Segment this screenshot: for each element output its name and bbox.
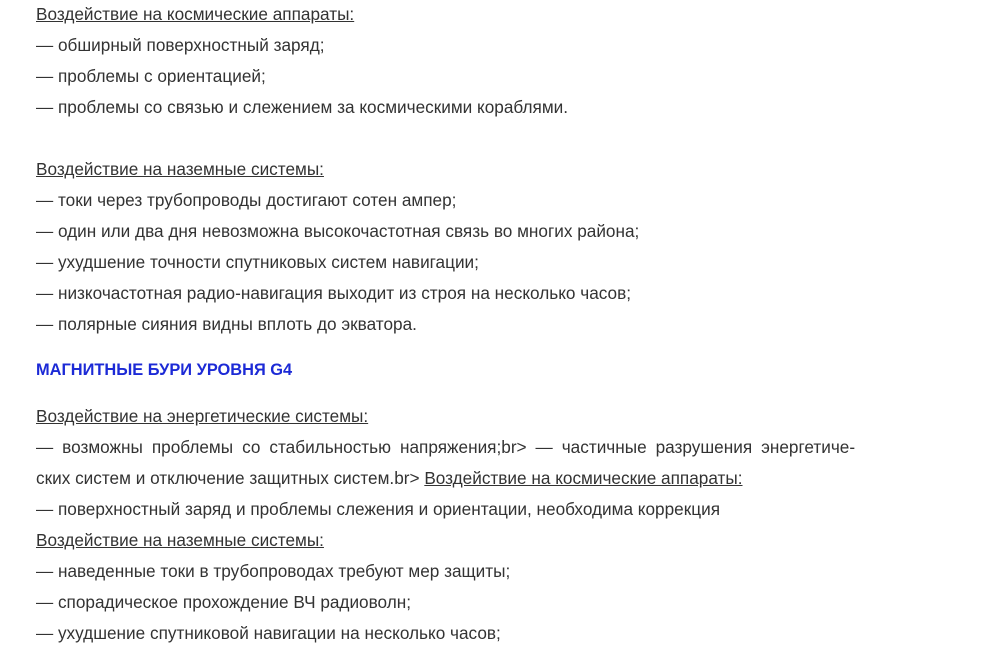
article-content <box>36 0 956 649</box>
section-title-energy-systems: Воздействие на энергетические системы: <box>36 406 369 426</box>
paragraph-line <box>36 463 956 494</box>
spacer <box>36 340 956 355</box>
list-item: — обширный поверхностный заряд; <box>36 35 325 55</box>
paragraph-line <box>36 432 956 463</box>
list-item: — проблемы с ориентацией; <box>36 66 266 86</box>
list-item: — ухудшение точности спутниковых систем навигации; <box>36 252 479 272</box>
list-item: — токи через трубопроводы достигают сотен ампер; <box>36 190 457 210</box>
spacer <box>36 386 956 401</box>
list-item: — ухудшение спутниковой навигации на несколько часов; <box>36 623 501 643</box>
paragraph-text: ских систем и отключение защитных систем.br> <box>36 468 425 488</box>
section-title-spacecraft: Воздействие на космические аппараты: <box>36 4 355 24</box>
list-item: — наведенные токи в трубопроводах требуют мер защиты; <box>36 561 511 581</box>
section-title-spacecraft-inline: Воздействие на космические аппараты: <box>424 468 743 488</box>
spacer <box>36 123 956 154</box>
paragraph-line: — поверхностный заряд и проблемы слежения и ориентации, необходима коррекция <box>36 499 721 519</box>
section-title-ground-systems: Воздействие на наземные системы: <box>36 159 324 179</box>
heading-g4-storms: МАГНИТНЫЕ БУРИ УРОВНЯ G4 <box>36 361 293 379</box>
list-item: — проблемы со связью и слежением за космическими кораблями. <box>36 97 569 117</box>
list-item: — один или два дня невозможна высокочастотная связь во многих района; <box>36 221 640 241</box>
section-title-ground-systems-g4: Воздействие на наземные системы: <box>36 530 324 550</box>
list-item: — спорадическое прохождение ВЧ радиоволн; <box>36 592 412 612</box>
list-item: — полярные сияния видны вплоть до экватора. <box>36 314 417 334</box>
paragraph-text: — возможны проблемы со стабильностью напряжения;br> — частичные разрушения энергетиче- <box>36 437 856 457</box>
list-item: — низкочастотная радио-навигация выходит из строя на несколько часов; <box>36 283 632 303</box>
